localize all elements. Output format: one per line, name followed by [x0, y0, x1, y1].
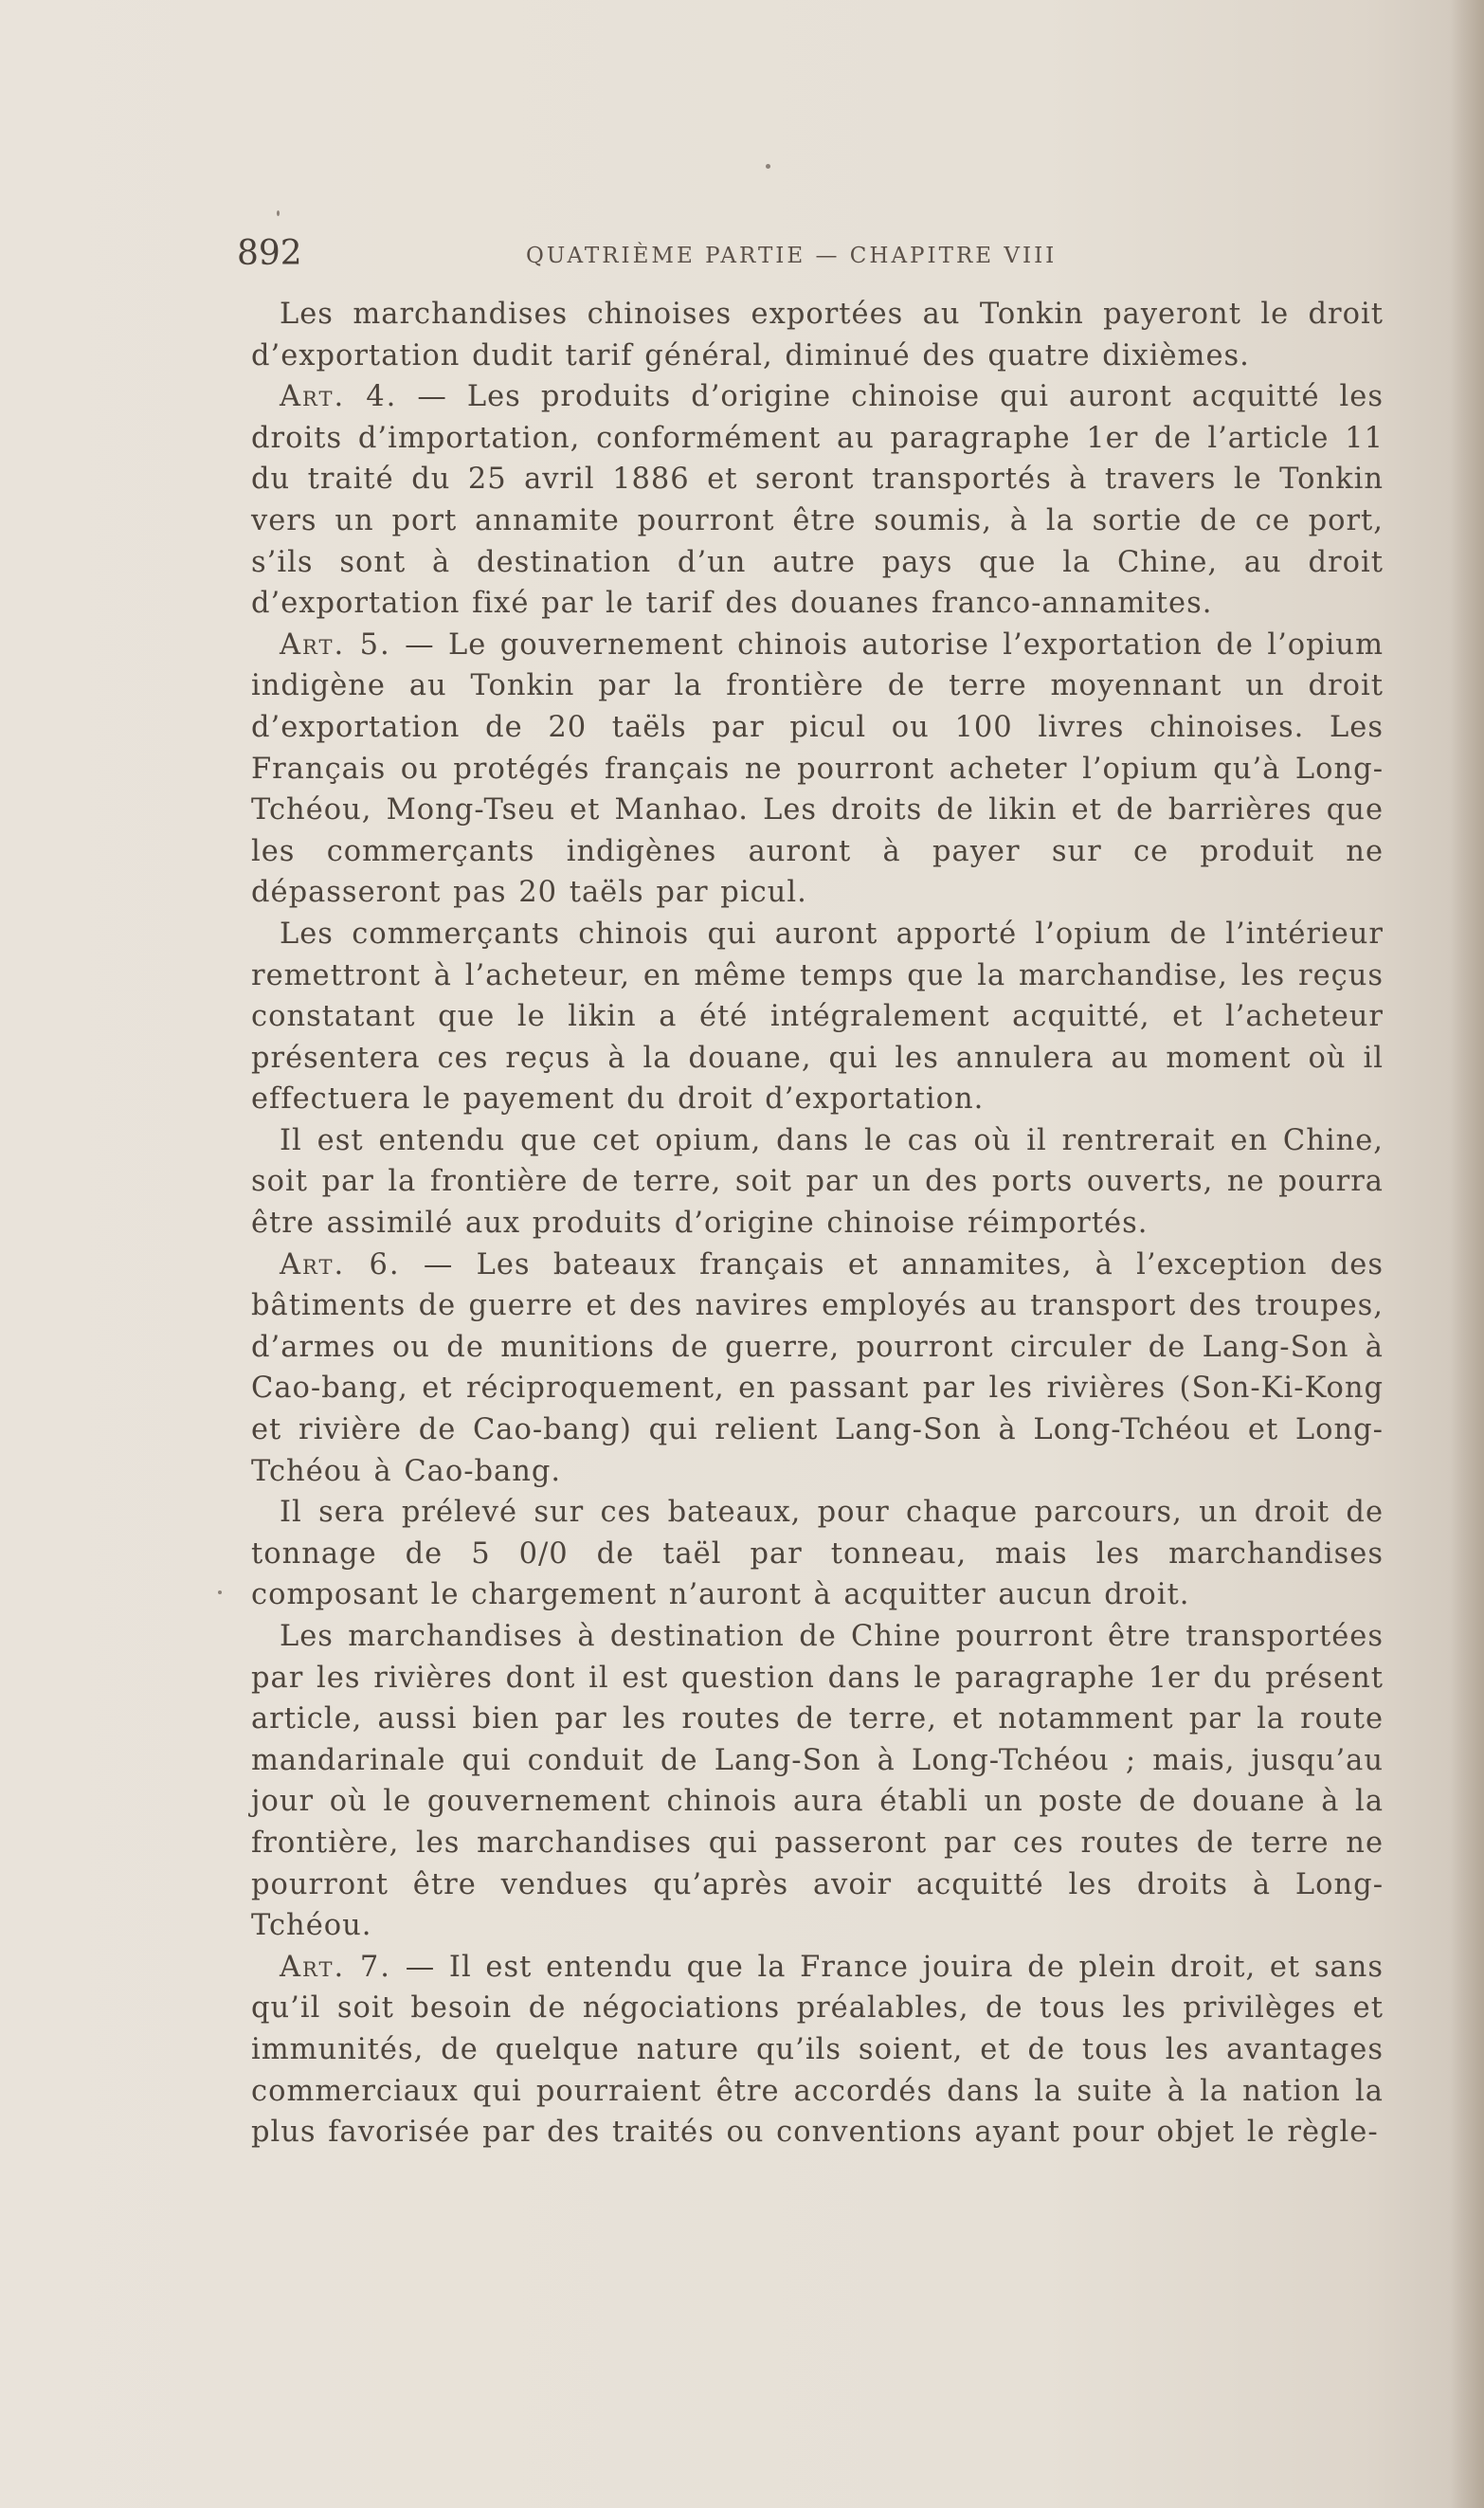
paragraph-text: Les marchandises chinoises exportées au Tonkin payeront le droit d’exportation dudit tarif général, diminué des quatre dixièmes.	[251, 298, 1384, 373]
paragraph	[251, 1616, 1384, 1947]
paragraph-article-6	[251, 1245, 1384, 1493]
paragraph-article-5	[251, 625, 1384, 914]
body-text	[251, 294, 1384, 2154]
paragraph	[251, 1120, 1384, 1245]
article-label: Art. 4.	[280, 380, 398, 414]
paragraph	[251, 1492, 1384, 1616]
paragraph	[251, 294, 1384, 376]
paragraph-text: Les marchandises à destination de Chine pourront être transportées par les rivières dont il est question dans le paragraphe 1er du présent article, aussi bien par les routes de terre, et notamment par la route mandarinale qui conduit de Lang-Son à Long-Tchéou ; mais, jusqu’au jour où le gouvernement chinois aura établi un poste de douane à la frontière, les marchandises qui passeront par ces routes de terre ne pourront être vendues qu’après avoir acquitté les droits à Long-Tchéou.	[251, 1620, 1384, 1943]
speck	[277, 210, 280, 216]
article-label: Art. 6.	[280, 1247, 401, 1281]
paragraph-article-4	[251, 376, 1384, 625]
paragraph-text: Il est entendu que cet opium, dans le cas où il rentrerait en Chine, soit par la frontière de terre, soit par un des ports ouverts, ne pourra être assimilé aux produits d’origine chinoise réimportés.	[251, 1123, 1384, 1241]
article-label: Art. 5.	[280, 627, 391, 662]
page-number: 892	[237, 234, 302, 273]
paragraph-text: Les commerçants chinois qui auront apporté l’opium de l’intérieur remettront à l’acheteur, en même temps que la marchandise, les reçus constatant que le likin a été intégralement acquitté, et l’acheteur présentera ces reçus à la douane, qui les annulera au moment où il effectuera le payement du droit d’exportation.	[251, 917, 1384, 1117]
running-head: QUATRIÈME PARTIE — CHAPITRE VIII	[526, 244, 1058, 268]
paragraph-text: — Les bateaux français et annamites, à l’exception des bâtiments de guerre et des navires employés au transport des troupes, d’armes ou de munitions de guerre, pourront circuler de Lang-Son à Cao-bang, et réciproquement, en passant par les rivières (Son-Ki-Kong et rivière de Cao-bang) qui relient Lang-Son à Long-Tchéou et Long-Tchéou à Cao-bang.	[251, 1247, 1384, 1488]
speck	[218, 1590, 222, 1594]
paragraph-article-7	[251, 1947, 1384, 2154]
speck	[766, 164, 770, 169]
paragraph	[251, 914, 1384, 1120]
paragraph-text: — Les produits d’origine chinoise qui auront acquitté les droits d’importation, conformément au paragraphe 1er de l’article 11 du traité du 25 avril 1886 et seront transportés à travers le Tonkin vers un port annamite pourront être soumis, à la sortie de ce port, s’ils sont à destination d’un autre pays que la Chine, au droit d’exportation fixé par le tarif des douanes franco-annamites.	[251, 380, 1384, 621]
page-edge	[1450, 0, 1484, 2508]
paragraph-text: Il sera prélevé sur ces bateaux, pour chaque parcours, un droit de tonnage de 5 0/0 de taël par tonneau, mais les marchandises composant le chargement n’auront à acquitter aucun droit.	[251, 1496, 1384, 1612]
page-header	[237, 234, 1403, 272]
paragraph-text: — Il est entendu que la France jouira de plein droit, et sans qu’il soit besoin de négociations préalables, de tous les privilèges et immunités, de quelque nature qu’ils soient, et de tous les avantages commerciaux qui pourraient être accordés dans la suite à la nation la plus favorisée par des traités ou conventions ayant pour objet le règle-	[251, 1950, 1384, 2150]
paragraph-text: — Le gouvernement chinois autorise l’exportation de l’opium indigène au Tonkin par la frontière de terre moyennant un droit d’exportation de 20 taëls par picul ou 100 livres chinoises. Les Français ou protégés français ne pourront acheter l’opium qu’à Long-Tchéou, Mong-Tseu et Manhao. Les droits de likin et de barrières que les commerçants indigènes auront à payer sur ce produit ne dépasseront pas 20 taëls par picul.	[251, 627, 1384, 910]
article-label: Art. 7.	[280, 1950, 391, 1984]
